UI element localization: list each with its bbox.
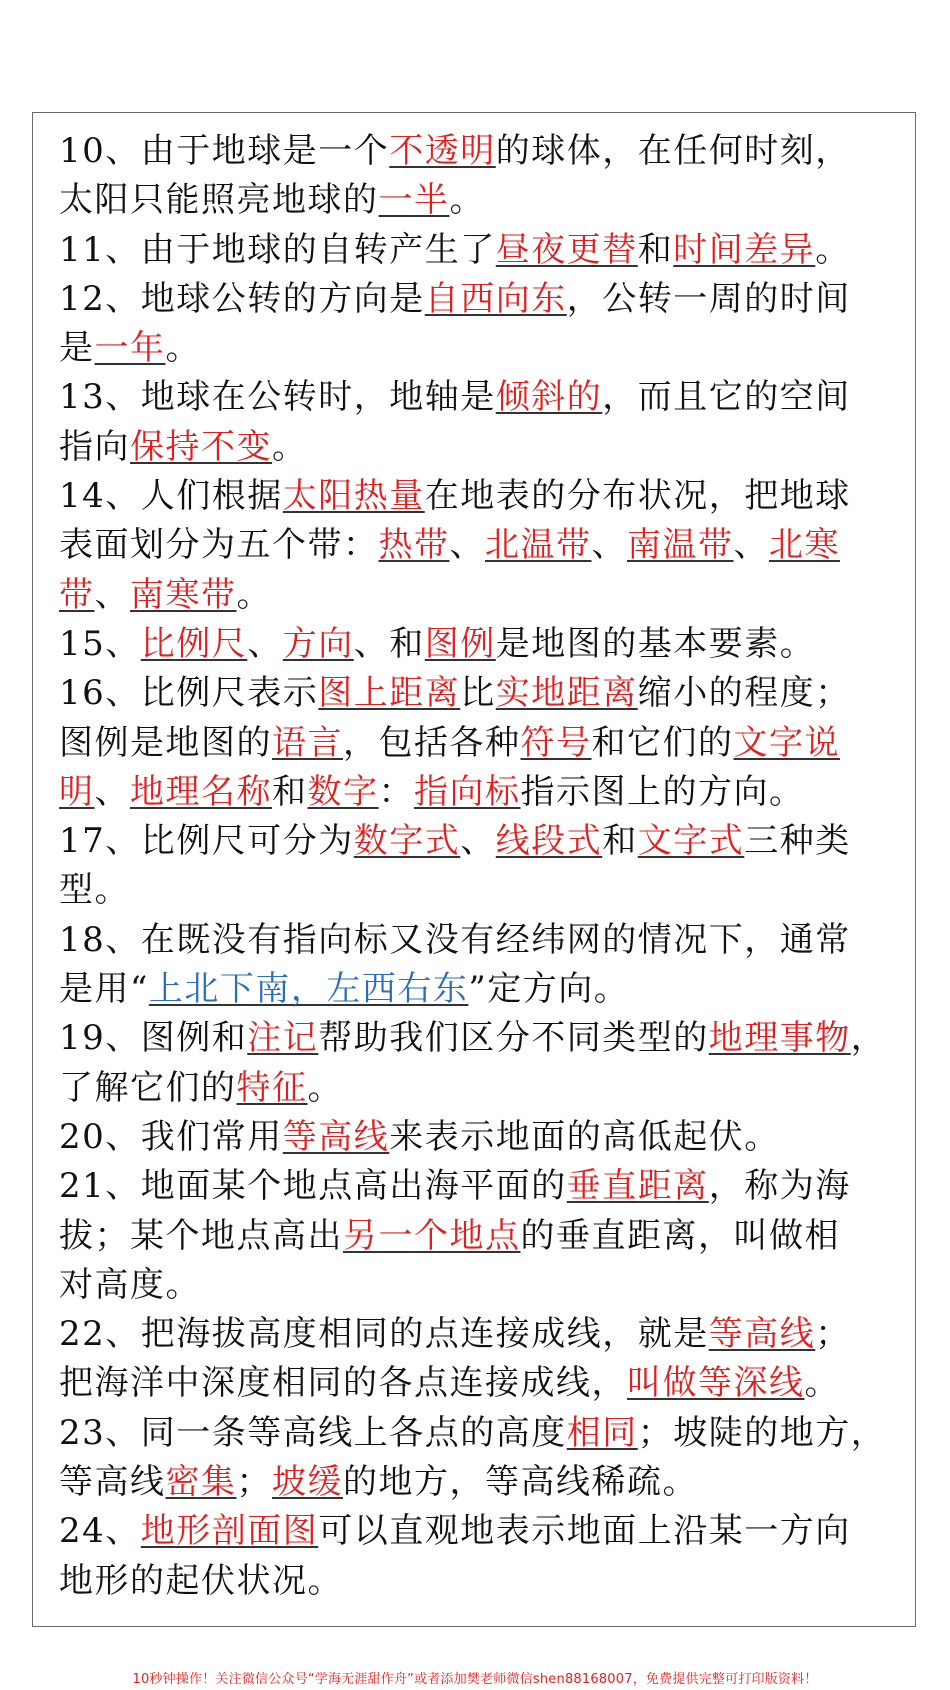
text-line — [59, 1162, 897, 1211]
keyword-answer: 热带 — [378, 525, 450, 566]
text-segment: 10、由于地球是一个 — [59, 131, 390, 171]
keyword-answer: 线段式 — [495, 821, 603, 862]
keyword-answer: 图例 — [424, 623, 496, 664]
text-line — [59, 1212, 897, 1261]
text-segment: 了解它们的 — [59, 1067, 237, 1108]
text-line — [59, 324, 897, 373]
keyword-answer: 坡缓 — [272, 1462, 343, 1503]
text-segment: 、 — [94, 771, 130, 812]
text-line — [59, 373, 897, 422]
text-segment: 19、图例和 — [59, 1018, 248, 1059]
text-line — [59, 1458, 897, 1507]
text-segment: 把海洋中深度相同的各点连接成线， — [59, 1363, 627, 1404]
text-line — [59, 768, 897, 817]
keyword-answer: 一年 — [94, 328, 166, 369]
text-line — [59, 1557, 897, 1606]
text-segment: 。 — [804, 1363, 840, 1404]
text-line — [59, 176, 897, 225]
text-segment: 20、我们常用 — [59, 1116, 283, 1157]
text-segment: 。 — [449, 180, 485, 221]
text-segment: 、 — [449, 525, 485, 566]
text-segment: 帮助我们区分不同类型的 — [318, 1018, 709, 1059]
keyword-answer: 叫做等深线 — [627, 1363, 805, 1404]
text-segment: ，而且它的空间 — [602, 377, 851, 418]
text-line — [59, 916, 897, 965]
keyword-answer: 南寒带 — [130, 574, 237, 615]
keyword-answer: 带 — [59, 574, 95, 615]
keyword-answer: 特征 — [236, 1067, 308, 1108]
text-line — [59, 472, 897, 521]
text-line — [59, 1409, 897, 1458]
text-segment: ”定方向。 — [468, 969, 630, 1010]
text-line — [59, 965, 897, 1014]
text-line — [59, 719, 897, 768]
text-segment: 型。 — [59, 870, 130, 911]
keyword-answer: 等高线 — [708, 1314, 816, 1355]
text-segment: ： — [378, 771, 414, 812]
keyword-answer: 语言 — [272, 722, 343, 763]
text-segment: 太阳只能照亮地球的 — [59, 180, 379, 221]
keyword-answer: 昼夜更替 — [495, 229, 638, 270]
text-segment: 是 — [59, 328, 95, 369]
text-segment: 和 — [637, 229, 674, 270]
text-segment: 和 — [602, 821, 638, 862]
text-segment: 表面划分为五个带： — [59, 525, 379, 566]
text-segment: 21、地面某个地点高出海平面的 — [59, 1166, 567, 1207]
text-segment: 14、人们根据 — [59, 476, 283, 517]
keyword-answer: 明 — [59, 771, 95, 812]
text-line — [59, 1310, 897, 1359]
text-line — [59, 1064, 897, 1113]
footer-note: 10秒钟操作！关注微信公众号“学海无涯甜作舟”或者添加樊老师微信shen88168007，免费提供完整可打印版资料！ — [132, 1672, 818, 1687]
text-segment: 。 — [165, 328, 201, 369]
text-segment: 。 — [815, 229, 851, 270]
text-line — [59, 127, 897, 176]
text-segment: 等高线 — [59, 1462, 166, 1503]
text-segment: ，称为海 — [708, 1166, 851, 1207]
text-segment: 缩小的程度； — [637, 673, 851, 714]
text-segment: 11、由于地球的自转产生了 — [59, 229, 496, 270]
text-segment: 18、在既没有指向标又没有经纬网的情况下，通常 — [59, 919, 851, 960]
keyword-answer: 垂直距离 — [566, 1166, 709, 1207]
text-segment: 可以直观地表示地面上沿某一方向 — [318, 1511, 851, 1552]
text-segment: 和 — [272, 771, 308, 812]
keyword-answer: 相同 — [566, 1412, 638, 1453]
text-segment: 13、地球在公转时，地轴是 — [59, 377, 496, 418]
text-line — [59, 1014, 897, 1063]
content-frame — [32, 112, 916, 1627]
text-segment: 。 — [236, 574, 272, 615]
keyword-answer: 指向标 — [414, 771, 521, 812]
keyword-answer: 实地距离 — [495, 673, 638, 714]
text-segment: ， — [850, 1018, 887, 1059]
keyword-answer: 倾斜的 — [495, 377, 603, 418]
text-line — [59, 521, 897, 570]
text-segment: 图例是地图的 — [59, 722, 272, 763]
text-segment: 22、把海拔高度相同的点连接成线，就是 — [59, 1314, 709, 1355]
keyword-answer: 一半 — [378, 180, 450, 221]
keyword-answer: 太阳热量 — [282, 476, 425, 517]
keyword-answer: 方向 — [282, 623, 354, 664]
text-segment: 地形的起伏状况。 — [59, 1560, 343, 1601]
text-segment: 、 — [94, 574, 130, 615]
text-segment: 是用“ — [59, 969, 149, 1010]
text-segment: 15、 — [59, 623, 141, 664]
text-line — [59, 275, 897, 324]
text-segment: 、 — [460, 821, 496, 862]
text-segment: 在地表的分布状况，把地球 — [424, 476, 851, 517]
text-segment: ；坡陡的地方， — [637, 1412, 887, 1453]
text-segment: 24、 — [59, 1511, 141, 1552]
keyword-answer: 数字 — [307, 771, 379, 812]
text-segment: ，包括各种 — [343, 722, 521, 763]
text-segment: 拔；某个地点高出 — [59, 1215, 343, 1256]
text-segment: ； — [815, 1314, 851, 1355]
text-segment: ； — [236, 1462, 272, 1503]
text-segment: 。 — [272, 426, 308, 467]
keyword-answer-blue: 上北下南，左西右东 — [148, 969, 469, 1010]
keyword-answer: 自西向东 — [424, 278, 567, 319]
text-segment: 12、地球公转的方向是 — [59, 278, 425, 319]
text-line — [59, 1359, 897, 1408]
text-line — [59, 423, 897, 472]
text-segment: 来表示地面的高低起伏。 — [389, 1116, 780, 1157]
text-segment: 、 — [591, 525, 627, 566]
keyword-answer: 地理事物 — [708, 1018, 851, 1059]
text-segment: 是地图的基本要素。 — [495, 623, 816, 664]
text-segment: 的地方，等高线稀疏。 — [343, 1462, 698, 1503]
notes-text — [59, 127, 897, 1606]
keyword-answer: 文字说 — [733, 722, 840, 763]
keyword-answer: 等高线 — [282, 1116, 390, 1157]
text-segment: 、 — [247, 623, 283, 664]
keyword-answer: 南温带 — [627, 525, 734, 566]
text-line — [59, 866, 897, 915]
text-segment: 、 — [733, 525, 769, 566]
keyword-answer: 地理名称 — [130, 771, 272, 812]
text-segment: 16、比例尺表示 — [59, 673, 319, 714]
text-line — [59, 1261, 897, 1310]
text-line — [59, 226, 897, 275]
text-segment: 对高度。 — [59, 1264, 201, 1305]
text-line — [59, 1507, 897, 1556]
keyword-answer: 地形剖面图 — [140, 1511, 319, 1552]
text-segment: 。 — [307, 1067, 343, 1108]
text-segment: 的垂直距离，叫做相 — [520, 1215, 840, 1256]
keyword-answer: 时间差异 — [673, 229, 816, 270]
keyword-answer: 北寒 — [769, 525, 840, 566]
text-line — [59, 571, 897, 620]
text-segment: 23、同一条等高线上各点的高度 — [59, 1412, 567, 1453]
text-line — [59, 669, 897, 718]
text-segment: 比 — [460, 673, 496, 714]
keyword-answer: 不透明 — [389, 131, 496, 171]
text-segment: 17、比例尺可分为 — [59, 821, 354, 862]
keyword-answer: 北温带 — [485, 525, 592, 566]
text-line — [59, 620, 897, 669]
text-segment: 、和 — [353, 623, 425, 664]
text-segment: 的球体，在任何时刻， — [495, 131, 851, 171]
text-line — [59, 1113, 897, 1162]
text-segment: 三种类 — [744, 821, 851, 862]
text-line — [59, 817, 897, 866]
keyword-answer: 比例尺 — [140, 623, 248, 664]
keyword-answer: 图上距离 — [318, 673, 461, 714]
keyword-answer: 密集 — [165, 1462, 237, 1503]
keyword-answer: 保持不变 — [130, 426, 272, 467]
keyword-answer: 符号 — [520, 722, 592, 763]
keyword-answer: 注记 — [247, 1018, 319, 1059]
keyword-answer: 另一个地点 — [343, 1215, 521, 1256]
text-segment: 指向 — [59, 426, 130, 467]
text-segment: ，公转一周的时间 — [566, 278, 851, 319]
keyword-answer: 数字式 — [353, 821, 461, 862]
text-segment: 和它们的 — [591, 722, 734, 763]
keyword-answer: 文字式 — [637, 821, 745, 862]
text-segment: 指示图上的方向。 — [520, 771, 805, 812]
